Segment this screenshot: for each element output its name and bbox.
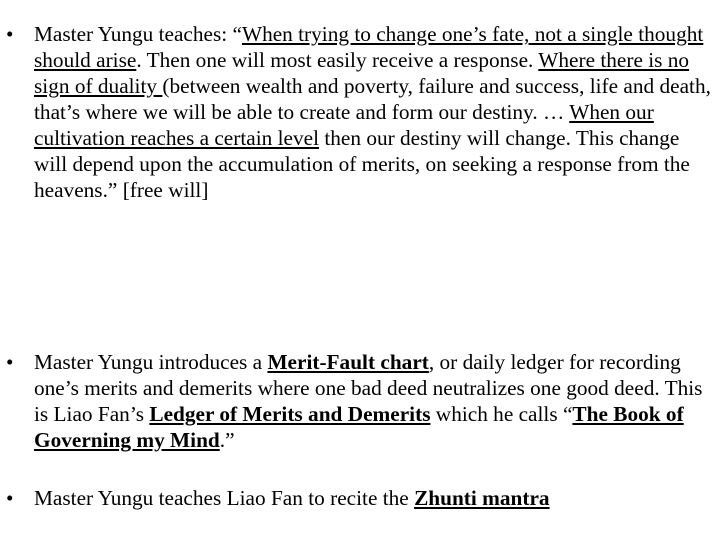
text-run: Master Yungu introduces a	[34, 350, 268, 374]
text-run: (between wealth and poverty, failure and success, life and death, that’s where we will be able to create and form our destiny. …	[34, 74, 711, 124]
text-run: Master Yungu teaches Liao Fan to recite the	[34, 486, 415, 510]
bullet-merit-fault-chart	[6, 349, 714, 453]
text-run: then our destiny will change. This change will depend upon the accumulation of merits, on seeking a response from the heavens.” [free will]	[34, 126, 690, 202]
underlined-phrase: When our cultivation reaches a certain level	[34, 100, 654, 150]
underlined-phrase: When trying to change one’s fate, not a single thought should arise	[34, 22, 704, 72]
bullet-fate-teaching	[6, 21, 714, 203]
key-term: Merit-Fault chart	[267, 350, 429, 374]
key-term: Ledger of Merits and Demerits	[149, 402, 431, 426]
bullet-zhunti-mantra	[6, 485, 714, 511]
text-run: Master Yungu teaches: “	[34, 22, 242, 46]
text-run: which he calls “	[430, 402, 573, 426]
text-run: . Then one will most easily receive a response.	[136, 48, 539, 72]
key-term: The Book of Governing my Mind	[34, 402, 684, 452]
bullet-marker: •	[6, 22, 14, 46]
text-run: , or daily ledger for recording one’s merits and demerits where one bad deed neutralizes one good deed. This is Liao Fan’s	[34, 350, 703, 426]
key-term: Zhunti mantra	[414, 486, 550, 510]
underlined-phrase: Where there is no sign of duality	[34, 48, 690, 98]
bullet-marker: •	[6, 350, 14, 374]
bullet-marker: •	[6, 486, 14, 510]
text-run: .”	[219, 428, 235, 452]
